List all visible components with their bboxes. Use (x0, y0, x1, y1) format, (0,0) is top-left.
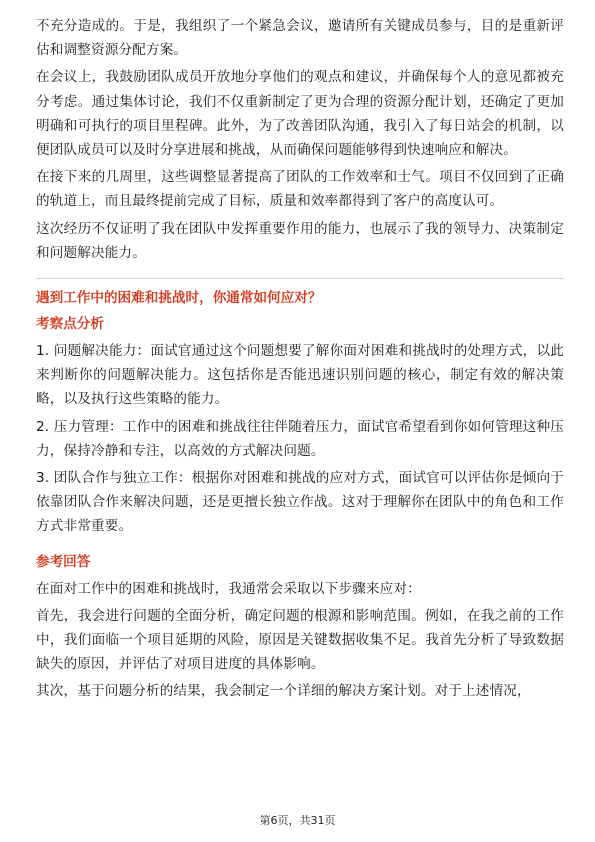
intro-paragraph-2: 在会议上，我鼓励团队成员开放地分享他们的观点和建议，并确保每个人的意见都被充分考虑。通过集体讨论，我们不仅重新制定了更为合理的资源分配计划，还确定了更加明确和可执行的项目里程碑。此外，为了改善团队沟通，我引入了每日站会的机制，以便团队成员可以及时分享进展和挑战，从而确保问题能够得到快速响应和解决。 (36, 69, 564, 159)
analysis-item-2: 2. 压力管理：工作中的困难和挑战往往伴随着压力，面试官希望看到你如何管理这种压力，保持冷静和专注，以高效的方式解决问题。 (36, 418, 564, 459)
answer-section (36, 577, 564, 704)
answer-paragraph-1: 在面对工作中的困难和挑战时，我通常会采取以下步骤来应对： (36, 580, 421, 597)
answer-title: 参考回答 (36, 553, 91, 570)
section-divider (36, 278, 564, 279)
intro-paragraph-1: 不充分造成的。于是，我组织了一个紧急会议，邀请所有关键成员参与，目的是重新评估和调整资源分配方案。 (36, 18, 564, 59)
analysis-title: 考察点分析 (36, 316, 104, 333)
intro-section (36, 14, 564, 265)
answer-paragraph-2: 首先，我会进行问题的全面分析，确定问题的根源和影响范围。例如，在我之前的工作中，我们面临一个项目延期的风险，原因是关键数据收集不足。我首先分析了导致数据缺失的原因，并评估了对项目进度的具体影响。 (36, 607, 564, 673)
intro-paragraph-3: 在接下来的几周里，这些调整显著提高了团队的工作效率和士气。项目不仅回到了正确的轨道上，而且最终提前完成了目标，质量和效率都得到了客户的高度认可。 (36, 169, 564, 210)
analysis-item-3: 3. 团队合作与独立工作：根据你对困难和挑战的应对方式，面试官可以评估你是倾向于依靠团队合作来解决问题，还是更擅长独立作战。这对于理解你在团队中的角色和工作方式非常重要。 (36, 470, 564, 535)
page-content (36, 14, 564, 707)
analysis-list (36, 339, 564, 539)
question-heading: 遇到工作中的困难和挑战时，你通常如何应对？ (36, 290, 322, 307)
analysis-item-1: 1. 问题解决能力：面试官通过这个问题想要了解你面对困难和挑战时的处理方式，以此来判断你的问题解决能力。这包括你是否能迅速识别问题的核心，制定有效的解决策略，以及执行这些策略的能力。 (36, 343, 564, 408)
page-footer: 第6页，共31页 (259, 814, 336, 827)
answer-paragraph-3: 其次，基于问题分析的结果，我会制定一个详细的解决方案计划。对于上述情况， (36, 683, 531, 700)
intro-paragraph-4: 这次经历不仅证明了我在团队中发挥重要作用的能力，也展示了我的领导力、决策制定和问题解决能力。 (36, 220, 564, 261)
